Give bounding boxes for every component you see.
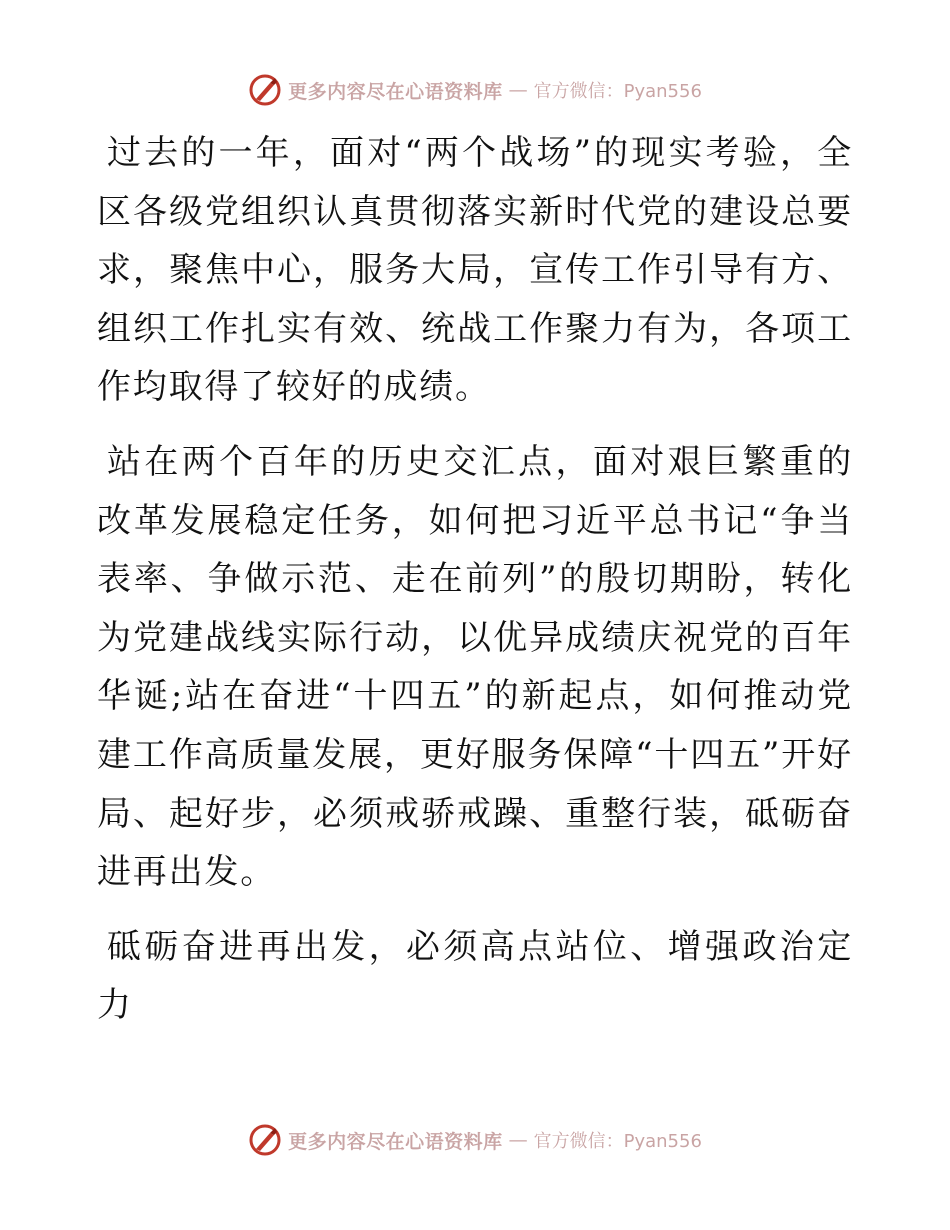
paragraph-2: 站在两个百年的历史交汇点，面对艰巨繁重的改革发展稳定任务，如何把习近平总书记“争当表率、争做示范、走在前列”的殷切期盼，转化为党建战线实际行动，以优异成绩庆祝党的百年华诞;站在奋进“十四五”的新起点，如何推动党建工作高质量发展，更好服务保障“十四五”开好局、起好步，必须戒骄戒躁、重整行装，砥砺奋进再出发。 xyxy=(97,441,853,893)
pen-logo-icon xyxy=(248,1123,282,1157)
header-banner xyxy=(0,70,950,110)
header-brand-text: 更多内容尽在心语资料库 xyxy=(288,80,503,103)
footer-wechat-text: 官方微信：Pyan556 xyxy=(533,1131,702,1152)
pen-logo-icon xyxy=(248,73,282,107)
footer-separator: — xyxy=(508,1129,528,1151)
paragraph-1: 过去的一年，面对“两个战场”的现实考验，全区各级党组织认真贯彻落实新时代党的建设总要求，聚焦中心，服务大局，宣传工作引导有方、组织工作扎实有效、统战工作聚力有为，各项工作均取得了较好的成绩。 xyxy=(97,133,853,408)
header-wechat-text: 官方微信：Pyan556 xyxy=(533,81,702,102)
header-separator: — xyxy=(508,79,528,101)
footer-brand-text: 更多内容尽在心语资料库 xyxy=(288,1130,503,1153)
article-body xyxy=(97,124,853,1051)
paragraph-3: 砥砺奋进再出发，必须高点站位、增强政治定力 xyxy=(97,926,853,1026)
footer-banner xyxy=(0,1120,950,1160)
